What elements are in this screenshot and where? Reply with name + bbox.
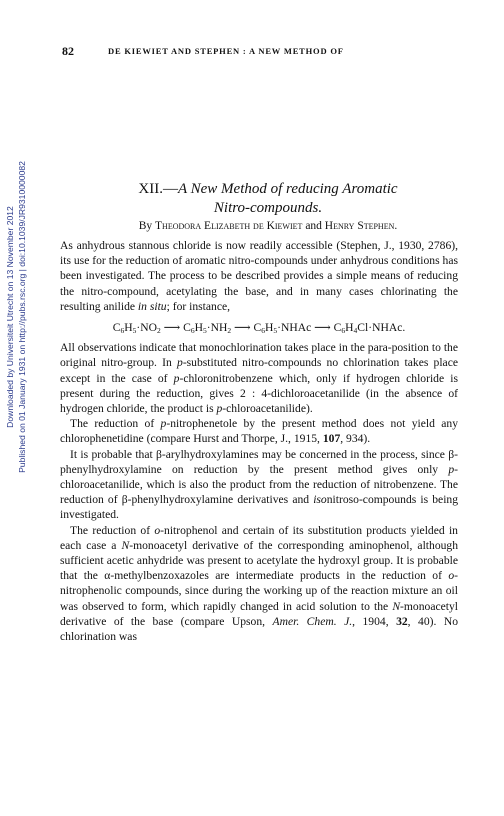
author-line — [68, 220, 468, 232]
title-text-1: A New Method of reducing Aromatic — [178, 181, 398, 197]
title-text-2: Nitro-compounds. — [213, 200, 323, 216]
author-1: Theodora Elizabeth de Kiewiet — [155, 220, 303, 232]
paragraph-4: It is probable that β-arylhydroxylamines may be concerned in the process, since β-phenylhydroxylamine on reduction by the present method gives only p-chloroacetanilide, which is also the product from the reduction of nitrobenzene. The reduction of β-phenylhydroxylamine derivatives and isonitroso-compounds is being investigated. — [60, 447, 459, 522]
title-line-1 — [68, 180, 468, 199]
side-watermark — [4, 132, 44, 502]
and-label: and — [305, 220, 322, 232]
article-number: XII.— — [138, 181, 178, 197]
reaction-arrow: ⟶ — [311, 321, 334, 335]
article-body — [60, 238, 458, 644]
page-number: 82 — [62, 44, 74, 58]
download-notice[interactable]: Downloaded by Universiteit Utrecht on 13 November 2012 — [5, 206, 15, 428]
running-header — [62, 44, 462, 58]
author-2: Henry Stephen. — [324, 220, 398, 232]
paragraph-5: The reduction of o-nitrophenol and certain of its substitution products yielded in each case a N-monoacetyl derivative of the corresponding aminophenol, although sufficient acetic anhydride was present to acetylate the hydroxyl group. It is probable that the α-methylbenzoxazoles are intermediate products in the reduction of o-nitrophenolic compounds, since during the working up of the reaction mixture an oil was observed to form, which rapidly changed in acid solution to the N-monoacetyl derivative of the base (compare Upson, Amer. Chem. J., 1904, 32, 40). No chlorination was — [60, 523, 459, 644]
paragraph-2: All observations indicate that monochlorination takes place in the para-position to the original nitro-group. In p-substituted nitro-compounds no chlorination takes place except in the case of p-chloronitrobenzene which, only if hydrogen chloride is present during the reduction, gives 2 : 4-dichloroacetanilide (in the absence of hydrogen chloride, the product is p-chloroacetanilide). — [60, 341, 458, 416]
paragraph-1: As anhydrous stannous chloride is now readily accessible (Stephen, J., 1930, 2786), its use for the reduction of aromatic nitro-compounds under anhydrous conditions has been investigated. The process to be described provides a simple means of reducing the nitro-compound, acetylating the base, and in many cases chlorinating the resulting anilide in situ; for instance, — [60, 239, 458, 313]
publication-notice[interactable]: Published on 01 January 1931 on http://pubs.rsc.org | doi:10.1039/JR9310000082 — [17, 161, 27, 473]
reaction-arrow: ⟶ — [160, 321, 184, 335]
by-label: By — [138, 220, 153, 232]
title-line-2 — [68, 199, 468, 218]
paragraph-3: The reduction of p-nitrophenetole by the present method does not yield any chlorophenetidine (compare Hurst and Thorpe, J., 1915, 107, 934). — [60, 417, 458, 446]
running-head: DE KIEWIET AND STEPHEN : A NEW METHOD OF — [108, 46, 344, 56]
reaction-equation: $C_6H_5\cdot NO_2$ ⟶ $C_6H_5\cdot NH_2$ ⟶ $C_6H_5\cdot NHAc$ ⟶ $C_6H_4Cl\cdot NHAc$. — [112, 321, 406, 336]
article-title — [68, 180, 468, 218]
reaction-arrow: ⟶ — [231, 321, 254, 335]
